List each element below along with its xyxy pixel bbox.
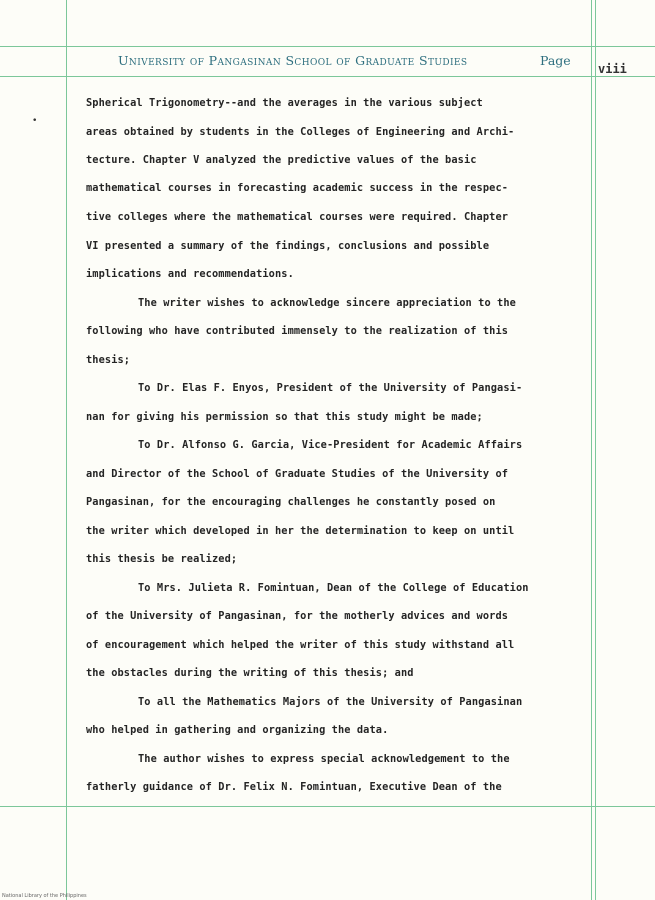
text-line: tecture. Chapter V analyzed the predictive values of the basic — [86, 154, 477, 166]
text-line: tive colleges where the mathematical courses were required. Chapter — [86, 211, 509, 223]
text-line: of the University of Pangasinan, for the motherly advices and words — [86, 610, 509, 622]
header-rule-top — [0, 46, 655, 47]
text-line: the obstacles during the writing of this thesis; and — [86, 667, 414, 679]
footer-note: National Library of the Philippines — [2, 893, 87, 899]
margin-rule-left — [66, 0, 67, 900]
page-number: viii — [598, 62, 627, 76]
text-line: who helped in gathering and organizing the data. — [86, 724, 389, 736]
text-line: nan for giving his permission so that this study might be made; — [86, 411, 483, 423]
page-header-title: University of Pangasinan School of Graduate Studies — [118, 53, 468, 68]
text-line: To Mrs. Julieta R. Fomintuan, Dean of the College of Education — [138, 582, 529, 594]
text-line: To Dr. Alfonso G. Garcia, Vice-President for Academic Affairs — [138, 439, 523, 451]
text-line: implications and recommendations. — [86, 268, 294, 280]
text-line: fatherly guidance of Dr. Felix N. Fomintuan, Executive Dean of the — [86, 781, 502, 793]
margin-rule-right — [591, 0, 592, 900]
page-label: Page — [540, 53, 571, 68]
text-line: The author wishes to express special acknowledgement to the — [138, 753, 510, 765]
text-line: Pangasinan, for the encouraging challenges he constantly posed on — [86, 496, 496, 508]
footer-rule — [0, 806, 655, 807]
text-line: areas obtained by students in the Colleges of Engineering and Archi- — [86, 126, 515, 138]
text-line: VI presented a summary of the findings, conclusions and possible — [86, 240, 490, 252]
text-line: this thesis be realized; — [86, 553, 238, 565]
text-line: To all the Mathematics Majors of the University of Pangasinan — [138, 696, 523, 708]
text-line: To Dr. Elas F. Enyos, President of the University of Pangasi- — [138, 382, 523, 394]
margin-rule-right-inner — [595, 0, 596, 900]
text-line: following who have contributed immensely to the realization of this — [86, 325, 509, 337]
text-line: mathematical courses in forecasting academic success in the respec- — [86, 182, 509, 194]
text-line: and Director of the School of Graduate Studies of the University of — [86, 468, 509, 480]
header-rule-bottom — [0, 76, 655, 77]
text-line: The writer wishes to acknowledge sincere appreciation to the — [138, 297, 516, 309]
text-line: the writer which developed in her the determination to keep on until — [86, 525, 515, 537]
text-line: of encouragement which helped the writer of this study withstand all — [86, 639, 515, 651]
text-line: thesis; — [86, 354, 131, 366]
margin-dot: • — [32, 116, 38, 126]
text-line: Spherical Trigonometry--and the averages in the various subject — [86, 97, 483, 109]
